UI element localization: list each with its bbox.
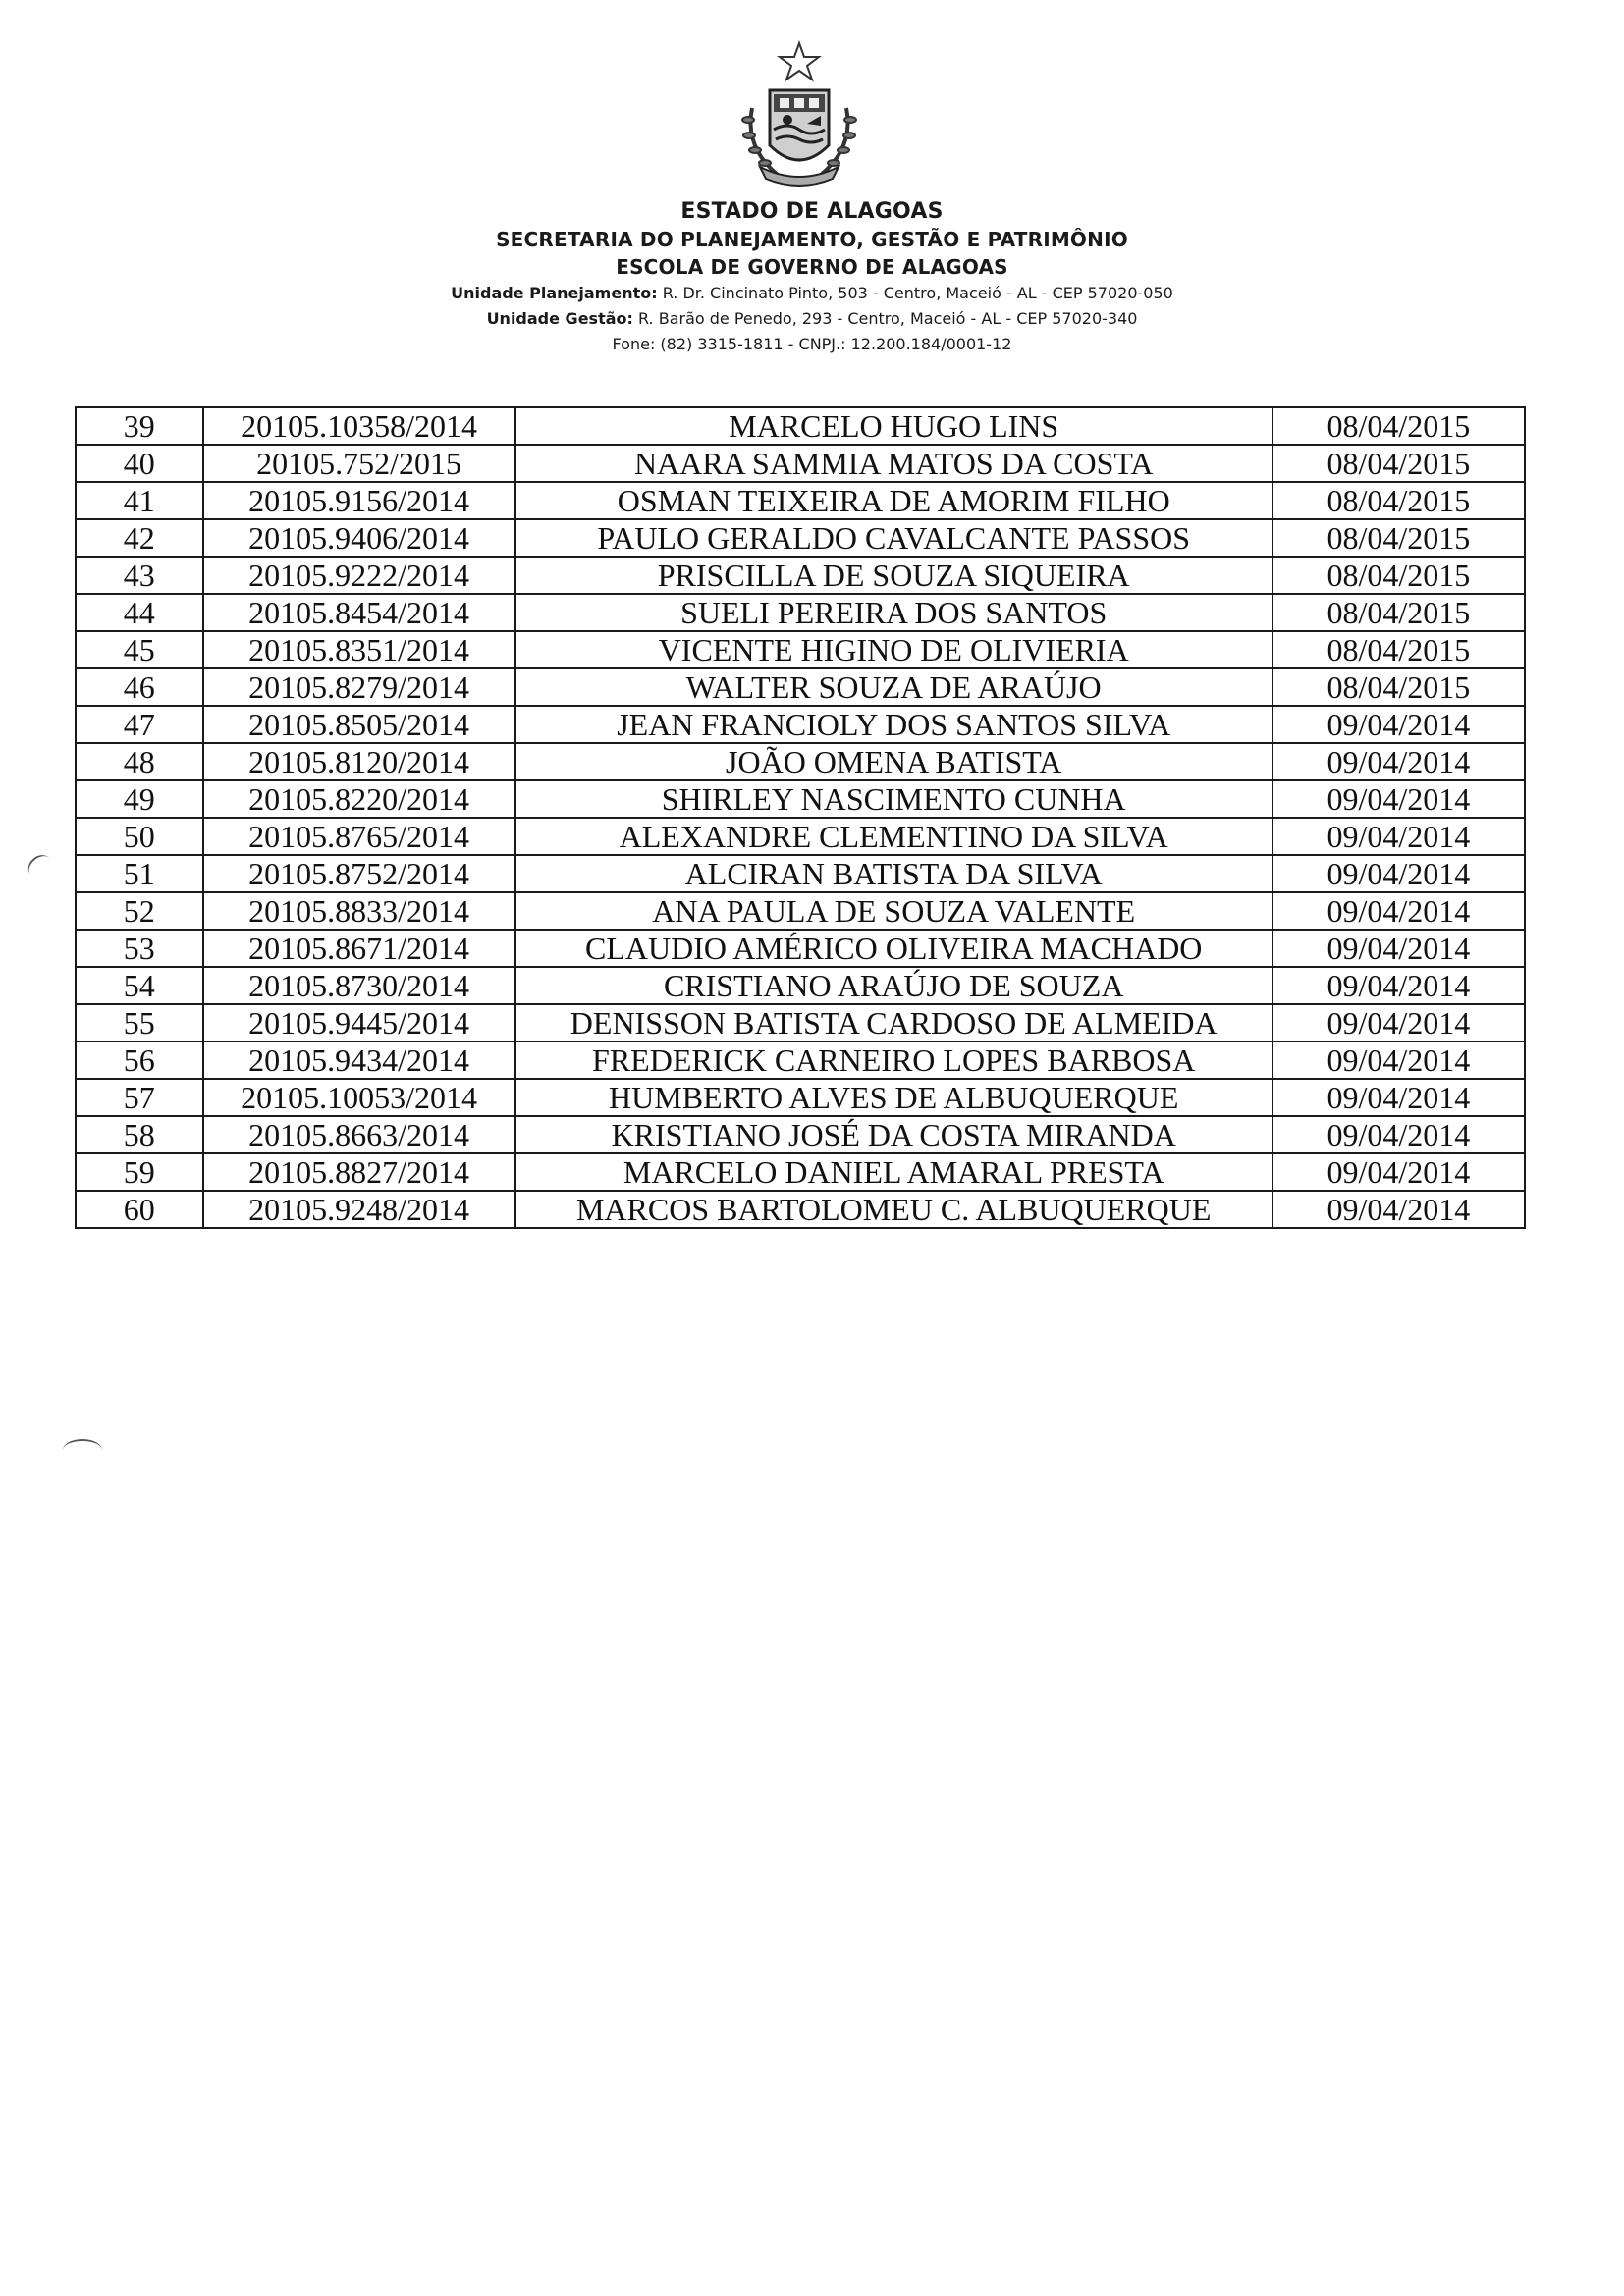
table-row bbox=[76, 557, 1525, 594]
record-date: 09/04/2014 bbox=[1272, 967, 1525, 1004]
unit-planning-address: R. Dr. Cincinato Pinto, 503 - Centro, Maceió - AL - CEP 57020-050 bbox=[662, 284, 1173, 302]
person-name: FREDERICK CARNEIRO LOPES BARBOSA bbox=[515, 1041, 1272, 1079]
record-date: 09/04/2014 bbox=[1272, 892, 1525, 930]
row-number: 55 bbox=[76, 1004, 203, 1041]
row-number: 50 bbox=[76, 818, 203, 855]
record-date: 09/04/2014 bbox=[1272, 743, 1525, 780]
state-title: ESTADO DE ALAGOAS bbox=[680, 199, 944, 224]
process-number: 20105.8279/2014 bbox=[203, 668, 515, 706]
record-date: 09/04/2014 bbox=[1272, 1041, 1525, 1079]
record-date: 09/04/2014 bbox=[1272, 1004, 1525, 1041]
table-row bbox=[76, 930, 1525, 967]
record-date: 09/04/2014 bbox=[1272, 1116, 1525, 1153]
record-date: 08/04/2015 bbox=[1272, 631, 1525, 668]
process-number: 20105.8730/2014 bbox=[203, 967, 515, 1004]
row-number: 47 bbox=[76, 706, 203, 743]
row-number: 52 bbox=[76, 892, 203, 930]
person-name: CRISTIANO ARAÚJO DE SOUZA bbox=[515, 967, 1272, 1004]
document-header bbox=[0, 198, 1624, 357]
process-number: 20105.8351/2014 bbox=[203, 631, 515, 668]
process-number: 20105.8833/2014 bbox=[203, 892, 515, 930]
table-row bbox=[76, 780, 1525, 818]
contact-line: Fone: (82) 3315-1811 - CNPJ.: 12.200.184/0001-12 bbox=[612, 335, 1012, 353]
punch-hole-mark bbox=[24, 850, 57, 883]
person-name: WALTER SOUZA DE ARAÚJO bbox=[515, 668, 1272, 706]
person-name: JOÃO OMENA BATISTA bbox=[515, 743, 1272, 780]
record-date: 08/04/2015 bbox=[1272, 594, 1525, 631]
state-coat-of-arms-icon bbox=[731, 39, 868, 187]
person-name: JEAN FRANCIOLY DOS SANTOS SILVA bbox=[515, 706, 1272, 743]
person-name: KRISTIANO JOSÉ DA COSTA MIRANDA bbox=[515, 1116, 1272, 1153]
record-date: 09/04/2014 bbox=[1272, 1153, 1525, 1191]
record-date: 08/04/2015 bbox=[1272, 407, 1525, 445]
person-name: ALCIRAN BATISTA DA SILVA bbox=[515, 855, 1272, 892]
row-number: 60 bbox=[76, 1191, 203, 1228]
table-row bbox=[76, 1116, 1525, 1153]
process-number: 20105.8671/2014 bbox=[203, 930, 515, 967]
person-name: VICENTE HIGINO DE OLIVIERIA bbox=[515, 631, 1272, 668]
record-date: 09/04/2014 bbox=[1272, 1079, 1525, 1116]
record-date: 09/04/2014 bbox=[1272, 706, 1525, 743]
person-name: NAARA SAMMIA MATOS DA COSTA bbox=[515, 445, 1272, 482]
record-date: 08/04/2015 bbox=[1272, 668, 1525, 706]
process-number: 20105.8752/2014 bbox=[203, 855, 515, 892]
person-name: ANA PAULA DE SOUZA VALENTE bbox=[515, 892, 1272, 930]
record-date: 09/04/2014 bbox=[1272, 930, 1525, 967]
record-date: 09/04/2014 bbox=[1272, 818, 1525, 855]
person-name: HUMBERTO ALVES DE ALBUQUERQUE bbox=[515, 1079, 1272, 1116]
table-row bbox=[76, 668, 1525, 706]
table-row bbox=[76, 1004, 1525, 1041]
row-number: 53 bbox=[76, 930, 203, 967]
person-name: MARCOS BARTOLOMEU C. ALBUQUERQUE bbox=[515, 1191, 1272, 1228]
unit-management-address: R. Barão de Penedo, 293 - Centro, Maceió - AL - CEP 57020-340 bbox=[638, 309, 1138, 328]
process-number: 20105.8220/2014 bbox=[203, 780, 515, 818]
table-row bbox=[76, 818, 1525, 855]
process-number: 20105.8454/2014 bbox=[203, 594, 515, 631]
unit-management-line bbox=[0, 306, 1624, 332]
record-date: 09/04/2014 bbox=[1272, 855, 1525, 892]
process-number: 20105.8765/2014 bbox=[203, 818, 515, 855]
unit-planning-line bbox=[0, 281, 1624, 306]
row-number: 54 bbox=[76, 967, 203, 1004]
school-title: ESCOLA DE GOVERNO DE ALAGOAS bbox=[616, 255, 1008, 279]
person-name: DENISSON BATISTA CARDOSO DE ALMEIDA bbox=[515, 1004, 1272, 1041]
table-row bbox=[76, 1079, 1525, 1116]
punch-hole-mark bbox=[63, 1439, 102, 1461]
process-number: 20105.9248/2014 bbox=[203, 1191, 515, 1228]
records-table-body bbox=[76, 407, 1525, 1228]
row-number: 41 bbox=[76, 482, 203, 519]
row-number: 42 bbox=[76, 519, 203, 557]
table-row bbox=[76, 1041, 1525, 1079]
process-number: 20105.10053/2014 bbox=[203, 1079, 515, 1116]
person-name: OSMAN TEIXEIRA DE AMORIM FILHO bbox=[515, 482, 1272, 519]
record-date: 09/04/2014 bbox=[1272, 1191, 1525, 1228]
records-table bbox=[75, 406, 1526, 1229]
table-row bbox=[76, 855, 1525, 892]
table-row bbox=[76, 1191, 1525, 1228]
process-number: 20105.8120/2014 bbox=[203, 743, 515, 780]
process-number: 20105.9222/2014 bbox=[203, 557, 515, 594]
table-row bbox=[76, 967, 1525, 1004]
row-number: 59 bbox=[76, 1153, 203, 1191]
process-number: 20105.8827/2014 bbox=[203, 1153, 515, 1191]
process-number: 20105.9434/2014 bbox=[203, 1041, 515, 1079]
table-row bbox=[76, 892, 1525, 930]
table-row bbox=[76, 743, 1525, 780]
person-name: CLAUDIO AMÉRICO OLIVEIRA MACHADO bbox=[515, 930, 1272, 967]
person-name: SUELI PEREIRA DOS SANTOS bbox=[515, 594, 1272, 631]
row-number: 44 bbox=[76, 594, 203, 631]
person-name: MARCELO HUGO LINS bbox=[515, 407, 1272, 445]
row-number: 39 bbox=[76, 407, 203, 445]
process-number: 20105.8663/2014 bbox=[203, 1116, 515, 1153]
row-number: 49 bbox=[76, 780, 203, 818]
process-number: 20105.8505/2014 bbox=[203, 706, 515, 743]
row-number: 40 bbox=[76, 445, 203, 482]
person-name: PAULO GERALDO CAVALCANTE PASSOS bbox=[515, 519, 1272, 557]
person-name: PRISCILLA DE SOUZA SIQUEIRA bbox=[515, 557, 1272, 594]
row-number: 51 bbox=[76, 855, 203, 892]
unit-management-label: Unidade Gestão: bbox=[486, 309, 633, 328]
process-number: 20105.9406/2014 bbox=[203, 519, 515, 557]
person-name: ALEXANDRE CLEMENTINO DA SILVA bbox=[515, 818, 1272, 855]
table-row bbox=[76, 594, 1525, 631]
table-row bbox=[76, 706, 1525, 743]
table-row bbox=[76, 407, 1525, 445]
record-date: 08/04/2015 bbox=[1272, 482, 1525, 519]
table-row bbox=[76, 631, 1525, 668]
unit-planning-label: Unidade Planejamento: bbox=[451, 284, 658, 302]
row-number: 56 bbox=[76, 1041, 203, 1079]
record-date: 09/04/2014 bbox=[1272, 780, 1525, 818]
table-row bbox=[76, 445, 1525, 482]
table-row bbox=[76, 1153, 1525, 1191]
process-number: 20105.9445/2014 bbox=[203, 1004, 515, 1041]
record-date: 08/04/2015 bbox=[1272, 557, 1525, 594]
row-number: 58 bbox=[76, 1116, 203, 1153]
row-number: 48 bbox=[76, 743, 203, 780]
row-number: 46 bbox=[76, 668, 203, 706]
row-number: 57 bbox=[76, 1079, 203, 1116]
person-name: SHIRLEY NASCIMENTO CUNHA bbox=[515, 780, 1272, 818]
table-row bbox=[76, 519, 1525, 557]
person-name: MARCELO DANIEL AMARAL PRESTA bbox=[515, 1153, 1272, 1191]
table-row bbox=[76, 482, 1525, 519]
process-number: 20105.10358/2014 bbox=[203, 407, 515, 445]
process-number: 20105.9156/2014 bbox=[203, 482, 515, 519]
record-date: 08/04/2015 bbox=[1272, 519, 1525, 557]
secretariat-title: SECRETARIA DO PLANEJAMENTO, GESTÃO E PATRIMÔNIO bbox=[496, 228, 1128, 251]
record-date: 08/04/2015 bbox=[1272, 445, 1525, 482]
process-number: 20105.752/2015 bbox=[203, 445, 515, 482]
row-number: 45 bbox=[76, 631, 203, 668]
row-number: 43 bbox=[76, 557, 203, 594]
